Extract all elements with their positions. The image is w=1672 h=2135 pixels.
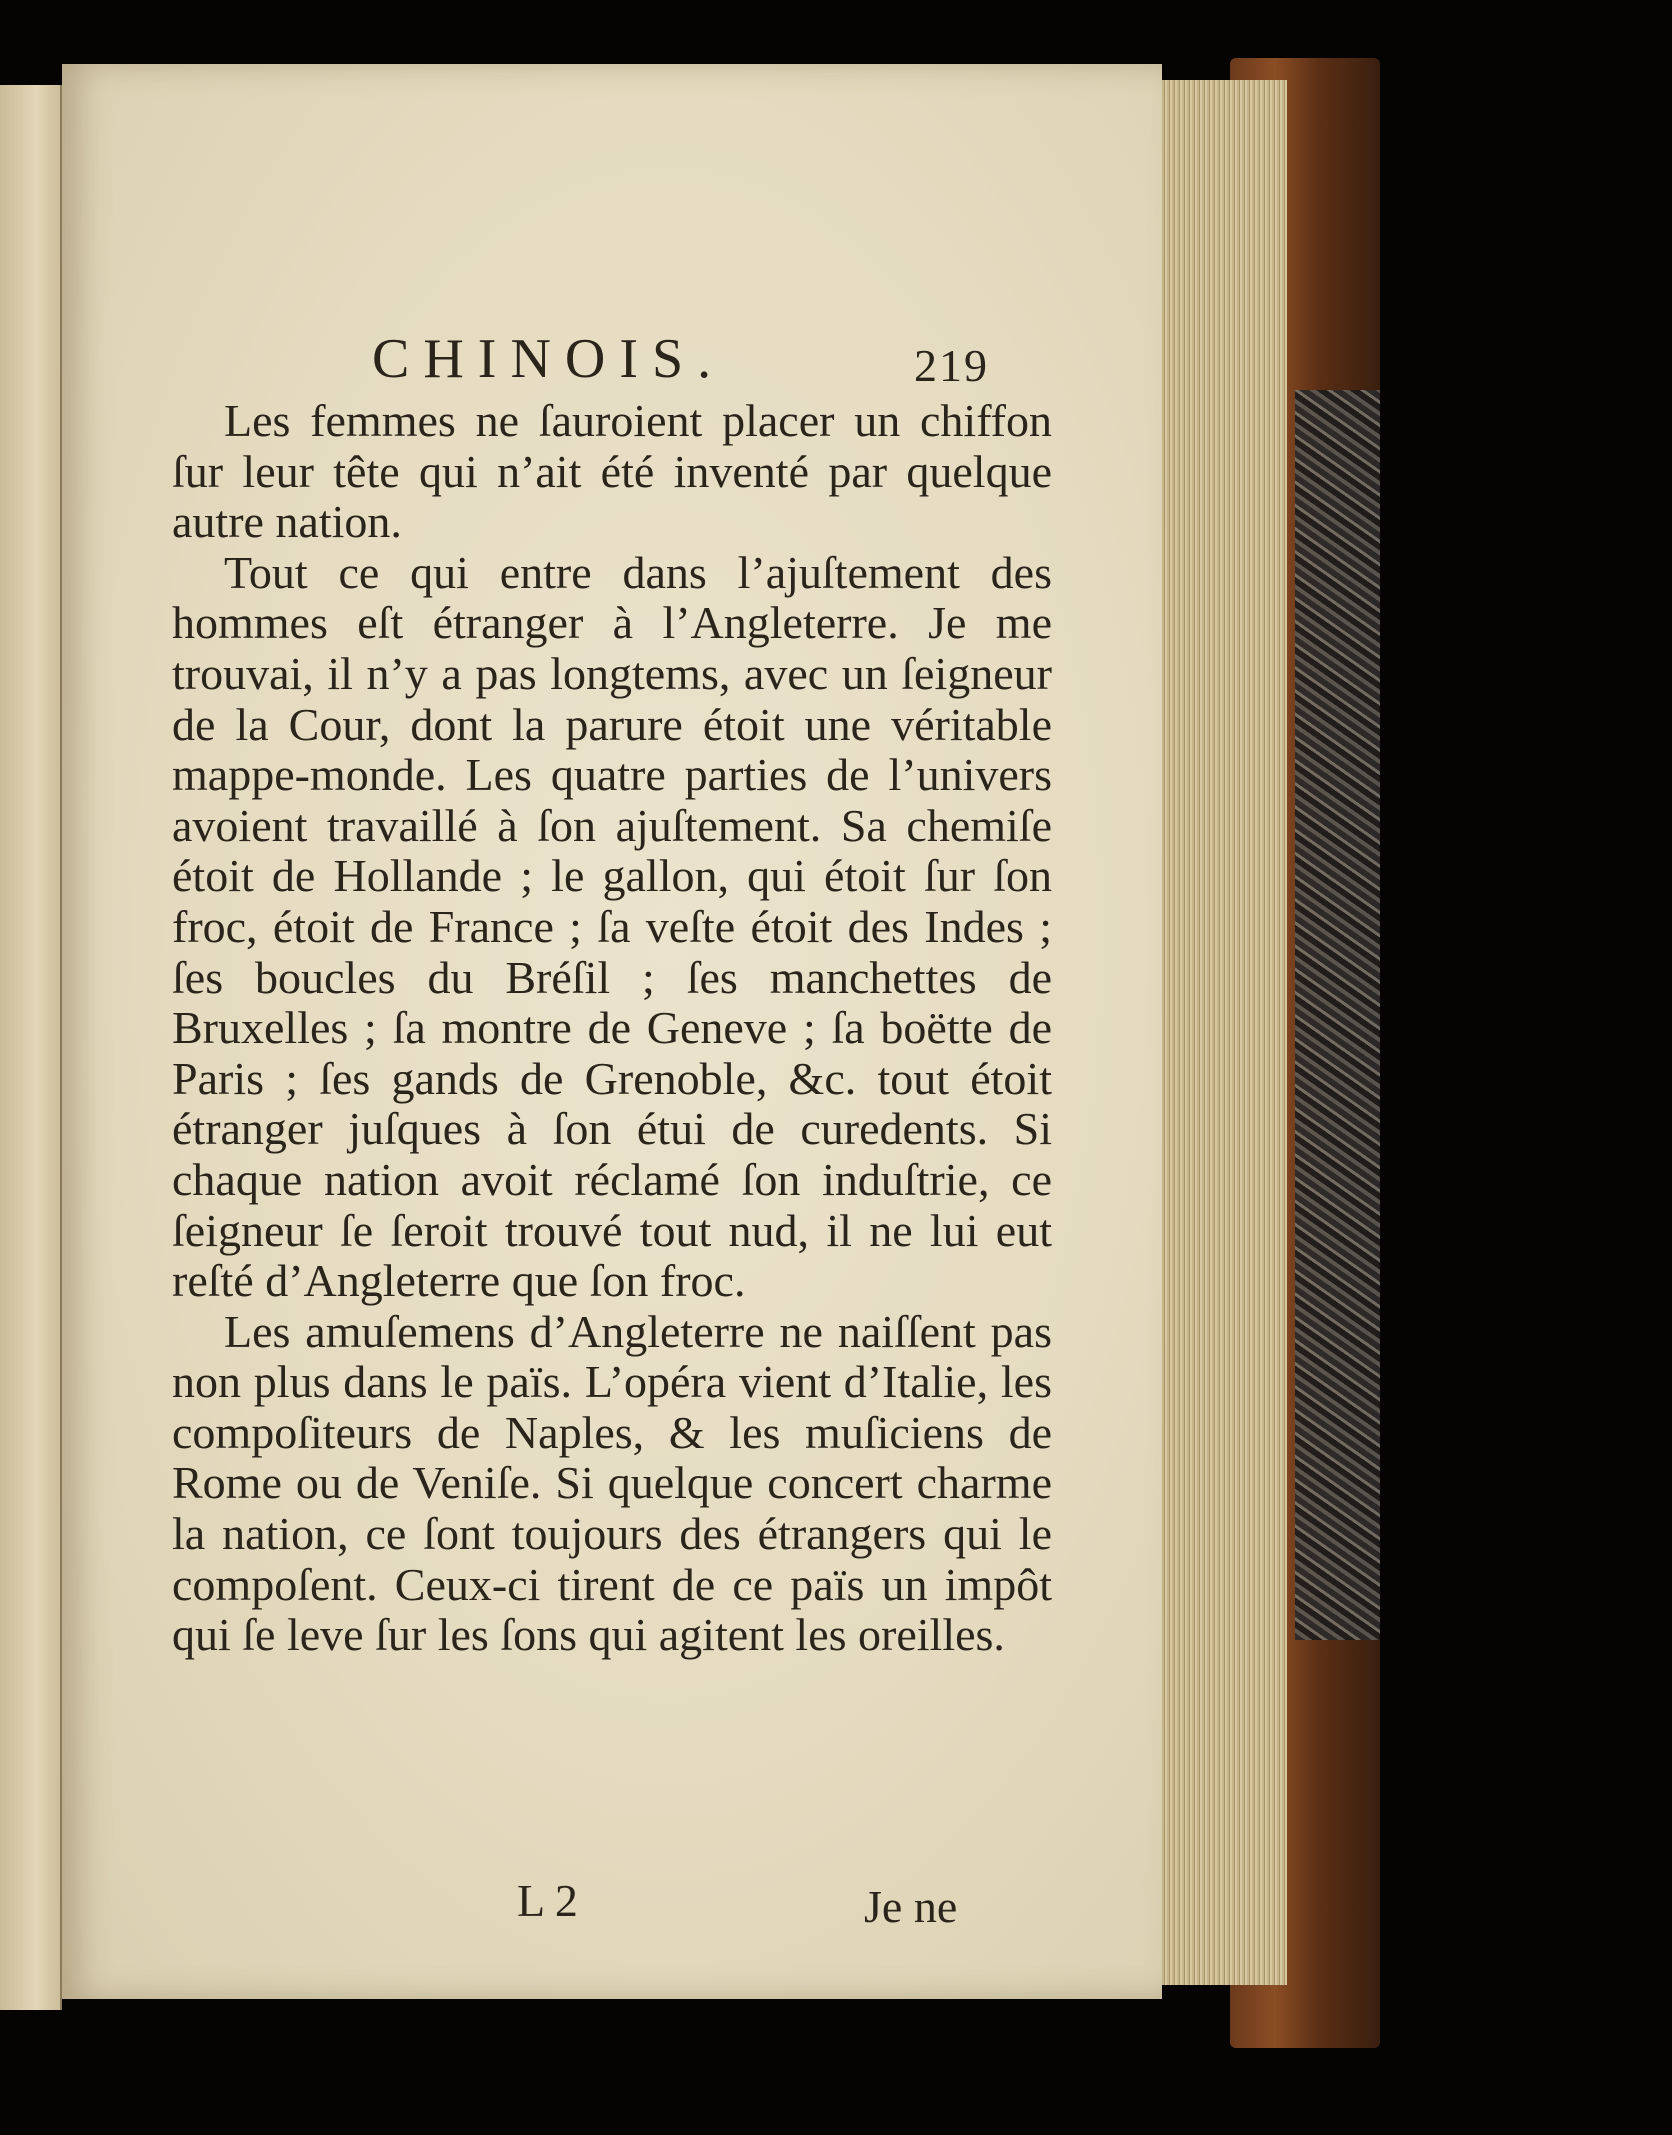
- body-text: [172, 396, 1052, 1661]
- facing-page-edge: [0, 85, 62, 2010]
- catchword: Je ne: [864, 1881, 958, 1932]
- page-number: 219: [914, 340, 989, 391]
- paragraph: Les amuſemens d’Angleterre ne naiſſent pas non plus dans le païs. L’opéra vient d’Italie, les compoſiteurs de Naples, & les muſiciens de Rome ou de Veniſe. Si quelque concert charme la nation, ce ſont toujours des étrangers qui le compoſent. Ceux-ci tirent de ce païs un impôt qui ſe leve ſur les ſons qui agitent les oreilles.: [172, 1305, 1052, 1661]
- page-block-edges: [1155, 80, 1287, 1985]
- paragraph: Les femmes ne ſauroient placer un chiffon ſur leur tête qui n’ait été inventé par quelque autre nation.: [172, 395, 1052, 548]
- page-header: [62, 327, 1162, 397]
- paragraph: Tout ce qui entre dans l’ajuſtement des hommes eſt étranger à l’Angleterre. Je me trouvai, il n’y a pas longtems, avec un ſeigneur de la Cour, dont la parure étoit une véritable mappe-monde. Les quatre parties de l’univers avoient travaillé à ſon ajuſtement. Sa chemiſe étoit de Hollande ; le gallon, qui étoit ſur ſon froc, étoit de France ; ſa veſte étoit des Indes ; ſes boucles du Bréſil ; ſes manchettes de Bruxelles ; ſa montre de Geneve ; ſa boëtte de Paris ; ſes gands de Grenoble, &c. tout étoit étranger juſques à ſon étui de curedents. Si chaque nation avoit réclamé ſon induſtrie, ce ſeigneur ſe ſeroit trouvé tout nud, il ne lui eut reſté d’Angleterre que ſon froc.: [172, 546, 1052, 1307]
- page-footer: [62, 1874, 1162, 1934]
- book-page: [62, 64, 1162, 1999]
- running-title: CHINOIS.: [372, 328, 726, 390]
- signature-mark: L 2: [517, 1875, 578, 1926]
- marbled-board: [1295, 390, 1380, 1640]
